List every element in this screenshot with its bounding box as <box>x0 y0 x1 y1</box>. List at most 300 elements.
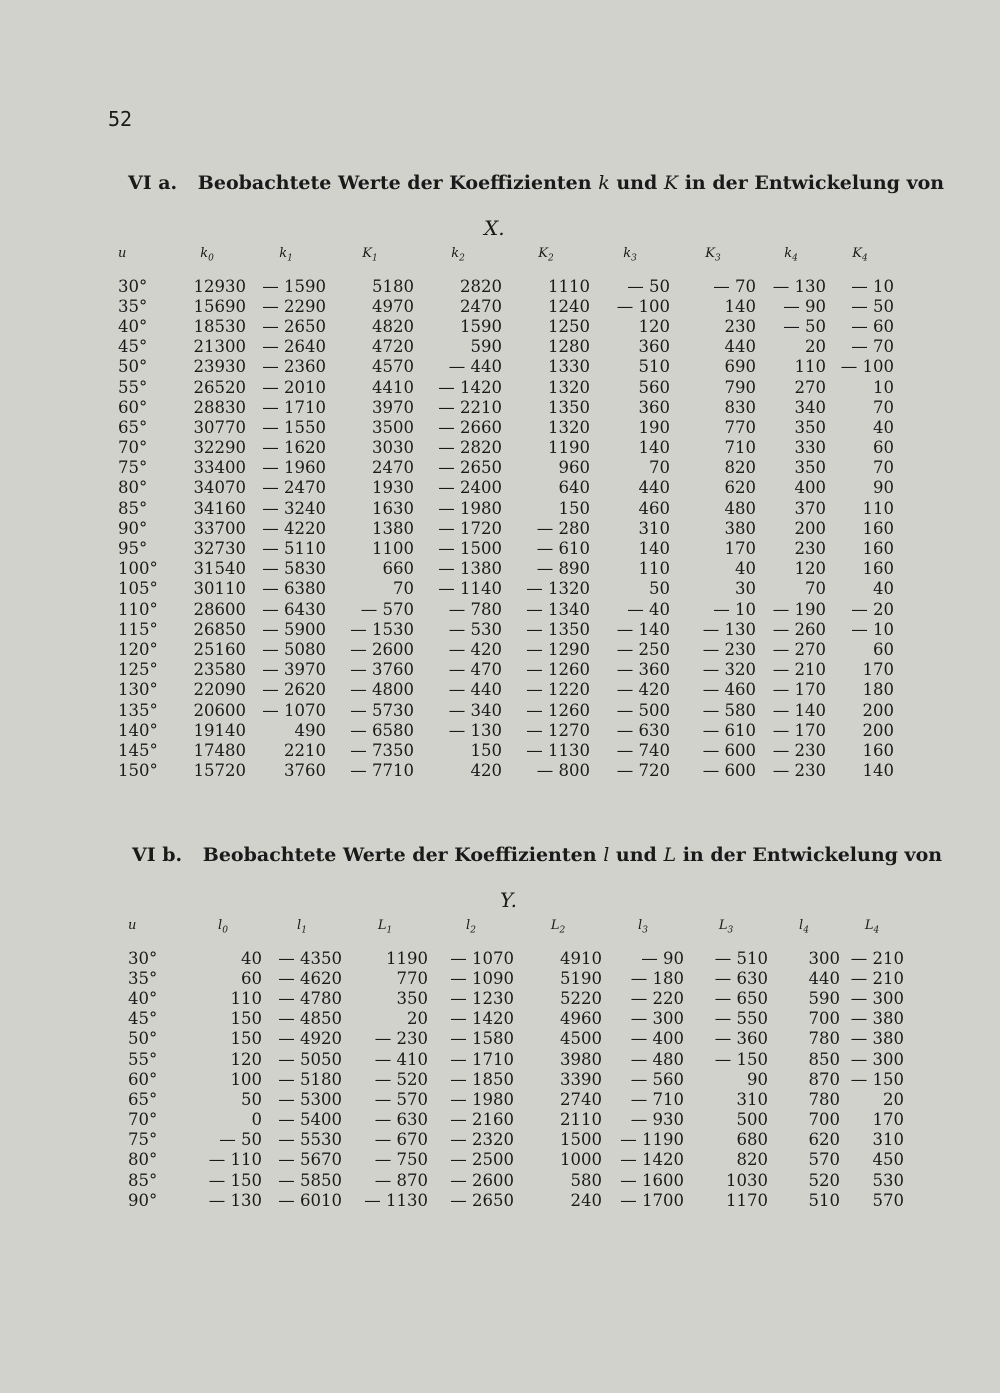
value-cell: 710 <box>724 438 756 458</box>
value-cell: 160 <box>862 559 894 579</box>
table-row <box>118 538 894 558</box>
value-cell: 40 <box>873 579 894 599</box>
column-header: u <box>128 918 137 933</box>
value-cell: 15720 <box>193 761 246 781</box>
angle-cell: 40° <box>128 988 158 1008</box>
value-cell: — 230 <box>772 761 826 781</box>
value-cell: — 1260 <box>526 700 590 720</box>
value-cell: 20 <box>407 1009 428 1029</box>
coefficient-table-b <box>128 918 904 1210</box>
table-row <box>118 559 894 579</box>
table-row <box>128 1170 904 1190</box>
value-cell: 4570 <box>372 357 414 377</box>
value-cell: 4410 <box>372 377 414 397</box>
value-cell: — 7350 <box>350 740 414 760</box>
value-cell: 40 <box>241 948 262 968</box>
variable-label-b: Y. <box>500 888 517 912</box>
value-cell: — 1070 <box>262 700 326 720</box>
value-cell: 70 <box>805 579 826 599</box>
value-cell: 520 <box>808 1170 840 1190</box>
value-cell: 1170 <box>726 1190 768 1210</box>
value-cell: — 100 <box>840 357 894 377</box>
value-cell: 830 <box>724 397 756 417</box>
value-cell: 640 <box>558 478 590 498</box>
value-cell: — 50 <box>851 296 894 316</box>
value-cell: 110 <box>794 357 826 377</box>
value-cell: — 2650 <box>450 1190 514 1210</box>
value-cell: — 6380 <box>262 579 326 599</box>
value-cell: — 270 <box>772 639 826 659</box>
value-cell: — 250 <box>616 639 670 659</box>
value-cell: — 140 <box>616 619 670 639</box>
value-cell: 1630 <box>372 498 414 518</box>
value-cell: 4720 <box>372 337 414 357</box>
value-cell: — 210 <box>850 948 904 968</box>
title-und: und <box>615 844 657 866</box>
table-row <box>118 417 894 437</box>
value-cell: — 130 <box>208 1190 262 1210</box>
value-cell: — 50 <box>219 1130 262 1150</box>
value-cell: — 230 <box>702 639 756 659</box>
angle-cell: 110° <box>118 599 158 619</box>
value-cell: — 300 <box>630 1009 684 1029</box>
value-cell: 570 <box>808 1150 840 1170</box>
value-cell: 12930 <box>193 276 246 296</box>
value-cell: — 1190 <box>620 1130 684 1150</box>
angle-cell: 95° <box>118 539 148 559</box>
value-cell: — 1580 <box>450 1029 514 1049</box>
value-cell: 20 <box>883 1089 904 1109</box>
table-row <box>118 337 894 357</box>
value-cell: — 50 <box>783 316 826 336</box>
value-cell: 440 <box>638 478 670 498</box>
value-cell: — 1350 <box>526 619 590 639</box>
value-cell: — 800 <box>536 761 590 781</box>
value-cell: 300 <box>808 948 840 968</box>
value-cell: 4820 <box>372 316 414 336</box>
value-cell: 1590 <box>460 316 502 336</box>
value-cell: — 1980 <box>450 1089 514 1109</box>
table-row <box>118 478 894 498</box>
value-cell: — 5900 <box>262 619 326 639</box>
value-cell: — 1420 <box>450 1009 514 1029</box>
angle-cell: 105° <box>118 579 158 599</box>
table-row <box>118 700 894 720</box>
value-cell: — 1380 <box>438 559 502 579</box>
value-cell: — 20 <box>851 599 894 619</box>
angle-cell: 90° <box>118 518 148 538</box>
value-cell: 310 <box>872 1130 904 1150</box>
value-cell: 820 <box>724 458 756 478</box>
angle-cell: 70° <box>118 438 148 458</box>
symbol-a: k <box>598 172 610 194</box>
value-cell: — 210 <box>850 968 904 988</box>
angle-cell: 140° <box>118 720 158 740</box>
column-header: $k_4$ <box>784 246 798 264</box>
value-cell: 2470 <box>372 458 414 478</box>
value-cell: — 210 <box>772 660 826 680</box>
value-cell: — 130 <box>772 276 826 296</box>
value-cell: 360 <box>638 397 670 417</box>
angle-cell: 120° <box>118 639 158 659</box>
value-cell: — 1620 <box>262 438 326 458</box>
value-cell: — 2640 <box>262 337 326 357</box>
value-cell: 70 <box>873 397 894 417</box>
value-cell: — 2160 <box>450 1110 514 1130</box>
value-cell: — 560 <box>630 1069 684 1089</box>
value-cell: 70 <box>393 579 414 599</box>
table-row <box>128 968 904 988</box>
value-cell: — 1270 <box>526 720 590 740</box>
table-row <box>118 761 894 781</box>
value-cell: 3500 <box>372 417 414 437</box>
value-cell: 310 <box>638 518 670 538</box>
angle-cell: 130° <box>118 680 158 700</box>
value-cell: 70 <box>649 458 670 478</box>
value-cell: — 5830 <box>262 559 326 579</box>
coefficient-table-a <box>118 246 894 781</box>
value-cell: 90 <box>747 1069 768 1089</box>
angle-cell: 60° <box>128 1069 158 1089</box>
value-cell: — 4920 <box>278 1029 342 1049</box>
value-cell: — 2660 <box>438 417 502 437</box>
symbol-a: l <box>603 844 610 866</box>
value-cell: — 2500 <box>450 1150 514 1170</box>
value-cell: 32730 <box>193 539 246 559</box>
value-cell: 30110 <box>193 579 246 599</box>
value-cell: — 670 <box>374 1130 428 1150</box>
title-und: und <box>616 172 658 194</box>
value-cell: — 2010 <box>262 377 326 397</box>
value-cell: — 1220 <box>526 680 590 700</box>
table-row <box>118 276 894 296</box>
value-cell: — 170 <box>772 680 826 700</box>
value-cell: — 1130 <box>526 740 590 760</box>
value-cell: 230 <box>724 316 756 336</box>
value-cell: 490 <box>294 720 326 740</box>
value-cell: 160 <box>862 539 894 559</box>
value-cell: 790 <box>724 377 756 397</box>
value-cell: 780 <box>808 1089 840 1109</box>
value-cell: 2740 <box>560 1089 602 1109</box>
value-cell: 460 <box>638 498 670 518</box>
angle-cell: 80° <box>118 478 148 498</box>
angle-cell: 100° <box>118 559 158 579</box>
value-cell: 10 <box>873 377 894 397</box>
value-cell: — 2820 <box>438 438 502 458</box>
value-cell: 500 <box>736 1110 768 1130</box>
value-cell: 960 <box>558 458 590 478</box>
value-cell: — 3760 <box>350 660 414 680</box>
value-cell: 1190 <box>548 438 590 458</box>
value-cell: 15690 <box>193 296 246 316</box>
value-cell: — 360 <box>616 660 670 680</box>
value-cell: 50 <box>241 1089 262 1109</box>
value-cell: — 230 <box>772 740 826 760</box>
column-header: $k_3$ <box>623 246 637 264</box>
value-cell: 170 <box>724 539 756 559</box>
value-cell: — 550 <box>714 1009 768 1029</box>
title-end: in der Entwickelung von <box>684 172 945 194</box>
value-cell: — 570 <box>360 599 414 619</box>
value-cell: 310 <box>736 1089 768 1109</box>
value-cell: — 2470 <box>262 478 326 498</box>
value-cell: 3030 <box>372 438 414 458</box>
value-cell: — 4350 <box>278 948 342 968</box>
value-cell: 30 <box>735 579 756 599</box>
value-cell: — 1980 <box>438 498 502 518</box>
value-cell: 1320 <box>548 417 590 437</box>
column-header: $l_0$ <box>218 918 228 936</box>
value-cell: — 410 <box>374 1049 428 1069</box>
value-cell: — 380 <box>850 1009 904 1029</box>
value-cell: — 100 <box>616 296 670 316</box>
value-cell: — 40 <box>627 599 670 619</box>
column-header: $L_2$ <box>550 918 566 936</box>
value-cell: 120 <box>638 316 670 336</box>
value-cell: 230 <box>794 539 826 559</box>
value-cell: 340 <box>794 397 826 417</box>
value-cell: 50 <box>649 579 670 599</box>
value-cell: — 610 <box>536 539 590 559</box>
value-cell: 200 <box>794 518 826 538</box>
value-cell: 26850 <box>193 619 246 639</box>
value-cell: 2820 <box>460 276 502 296</box>
value-cell: 1240 <box>548 296 590 316</box>
angle-cell: 135° <box>118 700 158 720</box>
value-cell: — 570 <box>374 1089 428 1109</box>
value-cell: — 5050 <box>278 1049 342 1069</box>
value-cell: 1100 <box>372 539 414 559</box>
column-header: $K_1$ <box>362 246 378 264</box>
value-cell: — 3240 <box>262 498 326 518</box>
value-cell: 530 <box>872 1170 904 1190</box>
value-cell: — 2600 <box>350 639 414 659</box>
value-cell: 140 <box>862 761 894 781</box>
value-cell: — 5400 <box>278 1110 342 1130</box>
value-cell: — 4780 <box>278 988 342 1008</box>
value-cell: — 610 <box>702 720 756 740</box>
value-cell: 510 <box>638 357 670 377</box>
value-cell: — 5080 <box>262 639 326 659</box>
value-cell: — 420 <box>448 639 502 659</box>
table-row <box>118 438 894 458</box>
value-cell: 150 <box>230 1009 262 1029</box>
value-cell: 580 <box>570 1170 602 1190</box>
value-cell: — 10 <box>851 619 894 639</box>
angle-cell: 80° <box>128 1150 158 1170</box>
value-cell: — 380 <box>850 1029 904 1049</box>
value-cell: — 2210 <box>438 397 502 417</box>
value-cell: 70 <box>873 458 894 478</box>
column-header: $k_0$ <box>200 246 214 264</box>
angle-cell: 60° <box>118 397 148 417</box>
value-cell: 26520 <box>193 377 246 397</box>
value-cell: — 320 <box>702 660 756 680</box>
value-cell: 22090 <box>193 680 246 700</box>
column-header: $l_3$ <box>638 918 648 936</box>
value-cell: 110 <box>638 559 670 579</box>
value-cell: 1500 <box>560 1130 602 1150</box>
section-title-a <box>128 172 944 194</box>
value-cell: — 50 <box>627 276 670 296</box>
value-cell: 4500 <box>560 1029 602 1049</box>
angle-cell: 150° <box>118 761 158 781</box>
value-cell: — 340 <box>448 700 502 720</box>
value-cell: 700 <box>808 1009 840 1029</box>
table-row <box>118 639 894 659</box>
value-cell: — 150 <box>714 1049 768 1069</box>
value-cell: 660 <box>382 559 414 579</box>
table-row <box>118 296 894 316</box>
value-cell: — 630 <box>374 1110 428 1130</box>
value-cell: 480 <box>724 498 756 518</box>
value-cell: 60 <box>873 639 894 659</box>
value-cell: — 1710 <box>450 1049 514 1069</box>
angle-cell: 45° <box>118 337 148 357</box>
value-cell: 20 <box>805 337 826 357</box>
table-row <box>128 948 904 968</box>
value-cell: 440 <box>808 968 840 988</box>
value-cell: — 530 <box>448 619 502 639</box>
value-cell: — 1070 <box>450 948 514 968</box>
table-row <box>118 357 894 377</box>
value-cell: — 6430 <box>262 599 326 619</box>
angle-cell: 50° <box>118 357 148 377</box>
value-cell: — 300 <box>850 988 904 1008</box>
value-cell: — 5530 <box>278 1130 342 1150</box>
angle-cell: 65° <box>118 417 148 437</box>
value-cell: 4910 <box>560 948 602 968</box>
value-cell: — 5850 <box>278 1170 342 1190</box>
table-header <box>128 918 904 948</box>
value-cell: 820 <box>736 1150 768 1170</box>
angle-cell: 85° <box>118 498 148 518</box>
value-cell: — 4220 <box>262 518 326 538</box>
value-cell: — 2600 <box>450 1170 514 1190</box>
value-cell: — 400 <box>630 1029 684 1049</box>
value-cell: 450 <box>872 1150 904 1170</box>
value-cell: — 140 <box>772 700 826 720</box>
value-cell: 34070 <box>193 478 246 498</box>
value-cell: — 360 <box>714 1029 768 1049</box>
value-cell: 700 <box>808 1110 840 1130</box>
value-cell: 1030 <box>726 1170 768 1190</box>
table-row <box>118 599 894 619</box>
value-cell: — 150 <box>208 1170 262 1190</box>
value-cell: 780 <box>808 1029 840 1049</box>
value-cell: — 1130 <box>364 1190 428 1210</box>
value-cell: 1330 <box>548 357 590 377</box>
title-text: Beobachtete Werte der Koeffizienten <box>197 172 592 194</box>
column-header: $l_2$ <box>466 918 476 936</box>
table-row <box>128 1009 904 1029</box>
value-cell: 34160 <box>193 498 246 518</box>
angle-cell: 65° <box>128 1089 158 1109</box>
value-cell: — 510 <box>714 948 768 968</box>
value-cell: 5180 <box>372 276 414 296</box>
angle-cell: 40° <box>118 316 148 336</box>
value-cell: 25160 <box>193 639 246 659</box>
value-cell: 380 <box>724 518 756 538</box>
value-cell: — 1960 <box>262 458 326 478</box>
value-cell: — 230 <box>374 1029 428 1049</box>
column-header: $L_1$ <box>377 918 393 936</box>
value-cell: — 170 <box>772 720 826 740</box>
value-cell: 2110 <box>560 1110 602 1130</box>
value-cell: — 460 <box>702 680 756 700</box>
value-cell: — 130 <box>702 619 756 639</box>
value-cell: 40 <box>735 559 756 579</box>
value-cell: 190 <box>638 417 670 437</box>
value-cell: — 60 <box>851 316 894 336</box>
section-label: VI a. <box>128 172 178 194</box>
table-row <box>118 579 894 599</box>
table-header <box>118 246 894 276</box>
value-cell: — 90 <box>641 948 684 968</box>
value-cell: 150 <box>230 1029 262 1049</box>
column-header: $K_3$ <box>705 246 721 264</box>
value-cell: — 10 <box>851 276 894 296</box>
value-cell: 140 <box>724 296 756 316</box>
value-cell: 360 <box>638 337 670 357</box>
value-cell: 150 <box>558 498 590 518</box>
value-cell: — 90 <box>783 296 826 316</box>
value-cell: — 10 <box>713 599 756 619</box>
value-cell: 510 <box>808 1190 840 1210</box>
table-row <box>118 498 894 518</box>
value-cell: — 5180 <box>278 1069 342 1089</box>
value-cell: — 480 <box>630 1049 684 1069</box>
value-cell: — 1710 <box>262 397 326 417</box>
table-row <box>128 1029 904 1049</box>
value-cell: 420 <box>470 761 502 781</box>
angle-cell: 55° <box>128 1049 158 1069</box>
value-cell: 240 <box>570 1190 602 1210</box>
value-cell: 4960 <box>560 1009 602 1029</box>
column-header: $K_4$ <box>852 246 868 264</box>
value-cell: — 2400 <box>438 478 502 498</box>
table-row <box>128 1130 904 1150</box>
value-cell: 28600 <box>193 599 246 619</box>
value-cell: 590 <box>470 337 502 357</box>
value-cell: 180 <box>862 680 894 700</box>
value-cell: 110 <box>230 988 262 1008</box>
value-cell: 870 <box>808 1069 840 1089</box>
value-cell: 33700 <box>193 518 246 538</box>
value-cell: 200 <box>862 720 894 740</box>
value-cell: — 280 <box>536 518 590 538</box>
value-cell: 20600 <box>193 700 246 720</box>
value-cell: 1250 <box>548 316 590 336</box>
angle-cell: 85° <box>128 1170 158 1190</box>
column-header: $L_3$ <box>718 918 734 936</box>
value-cell: — 2620 <box>262 680 326 700</box>
table-row <box>118 680 894 700</box>
angle-cell: 70° <box>128 1110 158 1130</box>
column-header: $k_2$ <box>451 246 465 264</box>
value-cell: 3760 <box>284 761 326 781</box>
value-cell: 1350 <box>548 397 590 417</box>
table-row <box>118 377 894 397</box>
value-cell: 770 <box>396 968 428 988</box>
value-cell: — 1600 <box>620 1170 684 1190</box>
value-cell: 19140 <box>193 720 246 740</box>
value-cell: 160 <box>862 740 894 760</box>
value-cell: — 630 <box>616 720 670 740</box>
value-cell: 100 <box>230 1069 262 1089</box>
value-cell: — 5730 <box>350 700 414 720</box>
